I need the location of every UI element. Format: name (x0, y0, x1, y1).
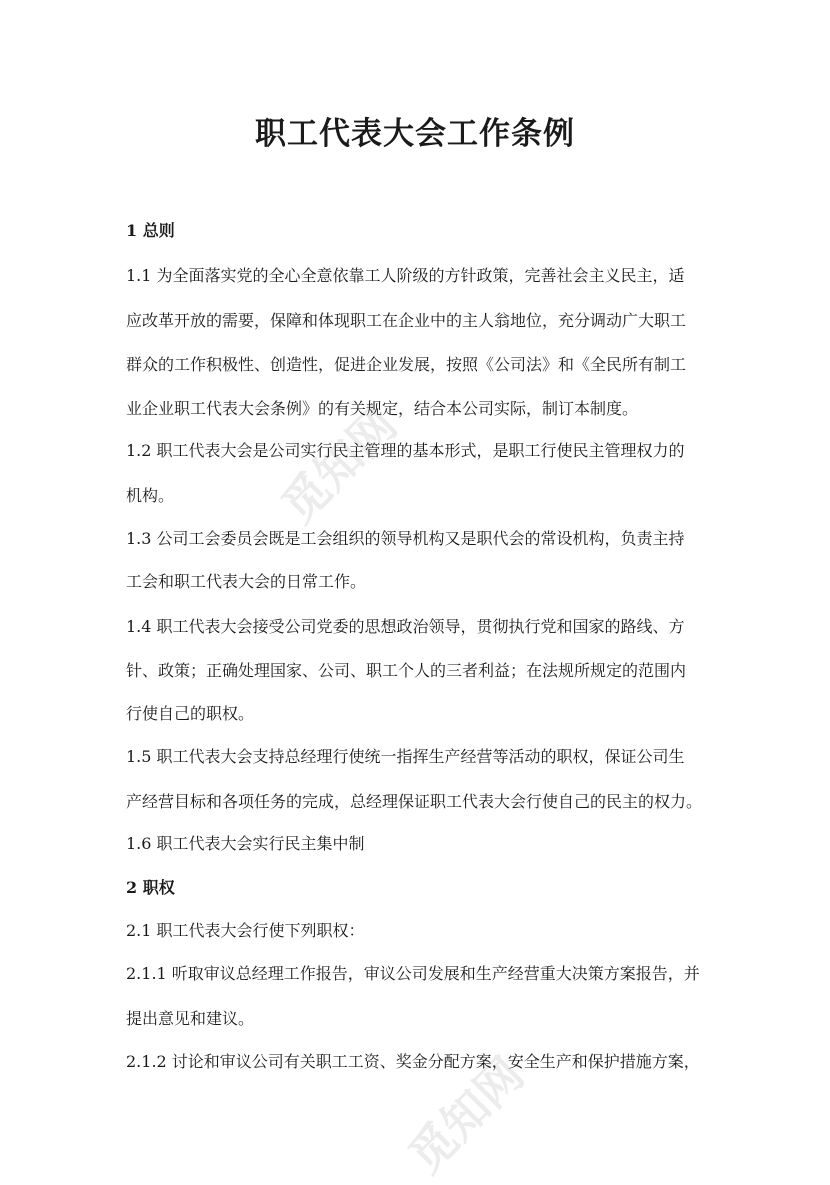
paragraph-line: 2.1.1 听取审议总经理工作报告，审议公司发展和生产经营重大决策方案报告，并 (126, 964, 700, 983)
paragraph-line: 1.6 职工代表大会实行民主集中制 (126, 834, 365, 853)
paragraph-line: 产经营目标和各项任务的完成，总经理保证职工代表大会行使自己的民主的权力。 (126, 792, 703, 811)
paragraph-line: 1.3 公司工会委员会既是工会组织的领导机构又是职代会的常设机构，负责主持 (126, 529, 685, 548)
paragraph-line: 群众的工作积极性、创造性，促进企业发展，按照《公司法》和《全民所有制工 (126, 355, 687, 374)
paragraph-line: 1.5 职工代表大会支持总经理行使统一指挥生产经营等活动的职权，保证公司生 (126, 747, 685, 766)
paragraph-line: 针、政策；正确处理国家、公司、职工个人的三者利益；在法规所规定的范围内 (126, 661, 687, 680)
paragraph-line: 行使自己的职权。 (126, 704, 255, 723)
paragraph-line: 应改革开放的需要，保障和体现职工在企业中的主人翁地位，充分调动广大职工 (126, 311, 687, 330)
paragraph-line: 提出意见和建议。 (126, 1009, 255, 1028)
section-heading: 1 总则 (126, 221, 175, 240)
watermark: 觅知网 (398, 1047, 535, 1184)
paragraph-line: 业企业职工代表大会条例》的有关规定，结合本公司实际，制订本制度。 (126, 399, 639, 418)
paragraph-line: 2.1 职工代表大会行使下列职权： (126, 921, 365, 940)
watermark: 觅知网 (271, 397, 408, 534)
section-heading: 2 职权 (126, 878, 175, 897)
paragraph-line: 工会和职工代表大会的日常工作。 (126, 572, 367, 591)
paragraph-line: 1.1 为全面落实党的全心全意依靠工人阶级的方针政策，完善社会主义民主，适 (126, 266, 685, 285)
document-title: 职工代表大会工作条例 (255, 116, 575, 152)
paragraph-line: 1.2 职工代表大会是公司实行民主管理的基本形式，是职工行使民主管理权力的 (126, 441, 685, 460)
paragraph-line: 1.4 职工代表大会接受公司党委的思想政治领导，贯彻执行党和国家的路线、方 (126, 617, 685, 636)
paragraph-line: 机构。 (126, 486, 175, 505)
paragraph-line: 2.1.2 讨论和审议公司有关职工工资、奖金分配方案，安全生产和保护措施方案， (126, 1052, 700, 1071)
